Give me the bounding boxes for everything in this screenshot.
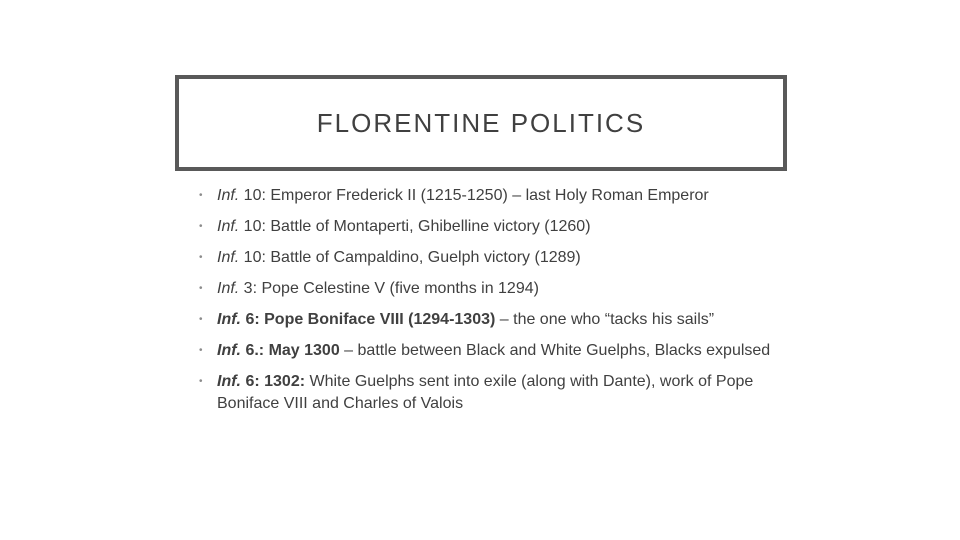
bullet-item [198, 309, 798, 331]
bullet-dot-icon: • [199, 283, 203, 294]
bullet-text: – battle between Black and White Guelphs, Blacks expulsed [339, 342, 771, 359]
bullet-item [198, 278, 798, 300]
bullet-text: – the one who “tacks his sails” [495, 311, 715, 328]
bullet-item [198, 247, 798, 269]
bullet-ref: Inf. [217, 218, 240, 235]
bullet-bold-text: 6.: May 1300 [241, 342, 340, 359]
bullet-ref: Inf. [217, 280, 240, 297]
slide-title: FLORENTINE POLITICS [316, 107, 646, 138]
bullet-ref: Inf. [217, 187, 240, 204]
bullet-dot-icon: • [199, 314, 203, 325]
bullet-bold-text: 6: Pope Boniface VIII (1294-1303) [241, 311, 496, 328]
bullet-item [198, 185, 798, 207]
bullet-dot-icon: • [199, 221, 203, 232]
title-box [175, 75, 787, 171]
bullet-bold-text: 6: 1302: [241, 373, 306, 390]
bullet-ref: Inf. [217, 342, 241, 359]
bullet-item [198, 340, 798, 362]
bullet-dot-icon: • [199, 190, 203, 201]
bullet-item [198, 371, 798, 415]
bullet-ref: Inf. [217, 249, 240, 266]
bullet-text: 10: Emperor Frederick II (1215-1250) – last Holy Roman Emperor [239, 187, 709, 204]
bullet-dot-icon: • [199, 376, 203, 387]
bullet-text: 10: Battle of Montaperti, Ghibelline victory (1260) [239, 218, 591, 235]
bullet-text: 3: Pope Celestine V (five months in 1294) [239, 280, 539, 297]
bullet-list [198, 185, 798, 415]
bullet-item [198, 216, 798, 238]
bullet-dot-icon: • [199, 252, 203, 263]
bullet-ref: Inf. [217, 311, 241, 328]
bullet-text: 10: Battle of Campaldino, Guelph victory (1289) [239, 249, 581, 266]
bullet-dot-icon: • [199, 345, 203, 356]
bullet-text: White Guelphs sent into exile (along with Dante), work of Pope Boniface VIII and Charles of Valois [217, 373, 754, 412]
bullet-ref: Inf. [217, 373, 241, 390]
